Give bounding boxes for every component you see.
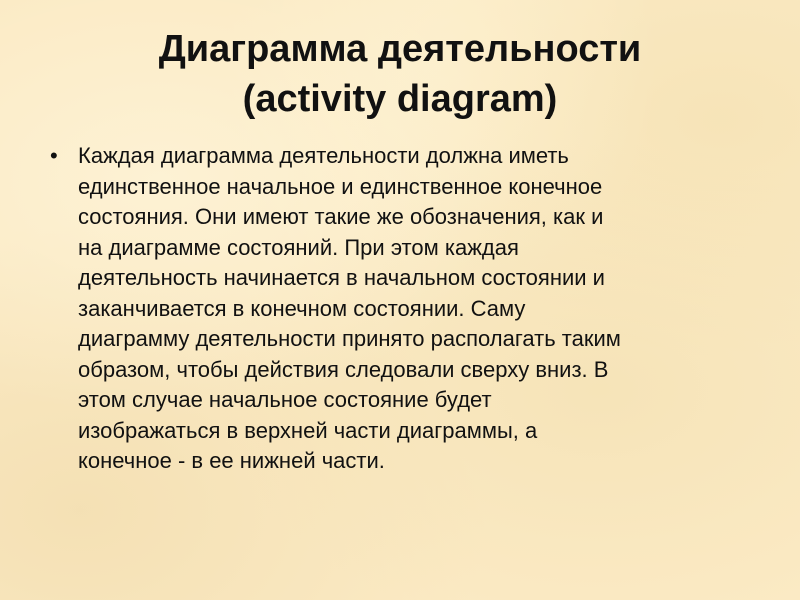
- bullet-list: [46, 141, 746, 477]
- bullet-text-line: заканчивается в конечном состоянии. Саму: [78, 295, 526, 321]
- bullet-icon: •: [50, 143, 58, 168]
- bullet-text-line: на диаграмме состояний. При этом каждая: [78, 234, 519, 260]
- bullet-text-line: образом, чтобы действия следовали сверху вниз. В: [78, 356, 609, 382]
- bullet-text-line: состояния. Они имеют такие же обозначения, как и: [78, 204, 604, 229]
- title-line-1: Диаграмма деятельности: [158, 28, 642, 70]
- title-line-2: (activity diagram): [242, 78, 558, 120]
- bullet-text-line: Каждая диаграмма деятельности должна иметь: [78, 143, 569, 168]
- bullet-text-line: диаграмму деятельности принято располагать таким: [78, 326, 621, 351]
- slide-title: [0, 24, 800, 124]
- bullet-item: [46, 141, 746, 477]
- bullet-text-line: деятельность начинается в начальном состоянии и: [78, 265, 605, 290]
- bullet-text-line: конечное - в ее нижней части.: [78, 448, 385, 473]
- bullet-text-line: изображаться в верхней части диаграммы, а: [78, 417, 538, 443]
- bullet-text-line: этом случае начальное состояние будет: [78, 387, 492, 412]
- bullet-text-line: единственное начальное и единственное конечное: [78, 173, 603, 199]
